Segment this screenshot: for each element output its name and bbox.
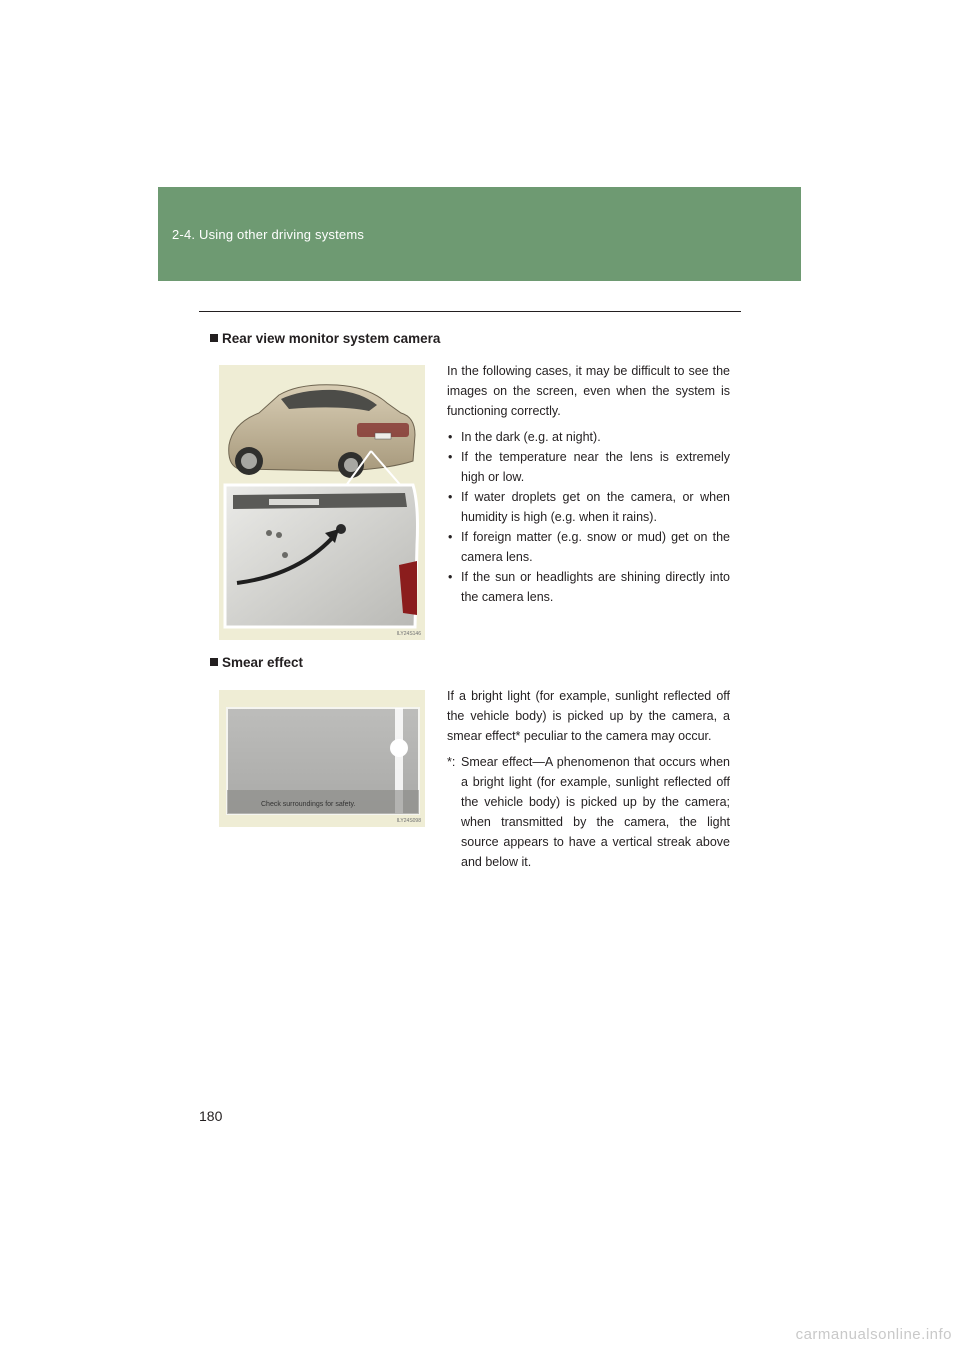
- screen-caption: Check surroundings for safety.: [261, 801, 356, 808]
- text-rear-view-camera: [447, 361, 730, 607]
- footnote-text: Smear effect—A phenomenon that occurs when a bright light (for example, sunlight reflected off the vehicle body) is picked up by the camera; when transmitted by the camera, the light source appears to have a vertical streak above and below it.: [461, 755, 730, 869]
- camera-closeup: [225, 485, 418, 627]
- list-item: • If water droplets get on the camera, or when humidity is high (e.g. when it rains).: [447, 487, 730, 527]
- car-icon: [229, 385, 415, 478]
- heading-text: Smear effect: [222, 655, 304, 670]
- list-item: • If the sun or headlights are shining directly into the camera lens.: [447, 567, 730, 607]
- intro-paragraph: In the following cases, it may be difficult to see the images on the screen, even when the system is functioning correctly.: [447, 364, 730, 418]
- text-smear-effect: [447, 686, 730, 872]
- intro-paragraph: If a bright light (for example, sunlight reflected off the vehicle body) is picked up by the camera, a smear effect* peculiar to the camera may occur.: [447, 689, 730, 743]
- figure-smear-effect: [219, 690, 425, 827]
- list-item: • If the temperature near the lens is extremely high or low.: [447, 447, 730, 487]
- figure-code: ILY24S146: [396, 631, 421, 637]
- footnote: [447, 752, 730, 872]
- heading-rear-view-camera: [210, 331, 440, 346]
- conditions-list: [447, 427, 730, 607]
- bullet-dot: •: [448, 530, 453, 544]
- rear-camera-illustration: [219, 365, 425, 640]
- watermark: carmanualsonline.info: [795, 1326, 952, 1343]
- bullet-dot: •: [448, 490, 453, 504]
- heading-square-icon: [210, 658, 218, 666]
- list-item: • In the dark (e.g. at night).: [447, 427, 730, 447]
- bullet-dot: •: [448, 570, 453, 584]
- footnote-mark: *:: [447, 755, 456, 769]
- list-item: • If foreign matter (e.g. snow or mud) get on the camera lens.: [447, 527, 730, 567]
- header-rule: [199, 311, 741, 312]
- heading-text: Rear view monitor system camera: [222, 331, 441, 346]
- bullet-dot: •: [448, 430, 453, 444]
- figure-code: ILY24S098: [396, 818, 421, 824]
- figure-rear-camera: [219, 365, 425, 640]
- heading-square-icon: [210, 334, 218, 342]
- heading-smear-effect: [210, 655, 303, 670]
- bright-light-icon: [390, 739, 408, 757]
- smear-screen-illustration: [219, 690, 425, 827]
- page-number: 180: [199, 1108, 223, 1124]
- header-band: [158, 187, 801, 281]
- bullet-dot: •: [448, 450, 453, 464]
- section-title: 2-4. Using other driving systems: [172, 227, 365, 242]
